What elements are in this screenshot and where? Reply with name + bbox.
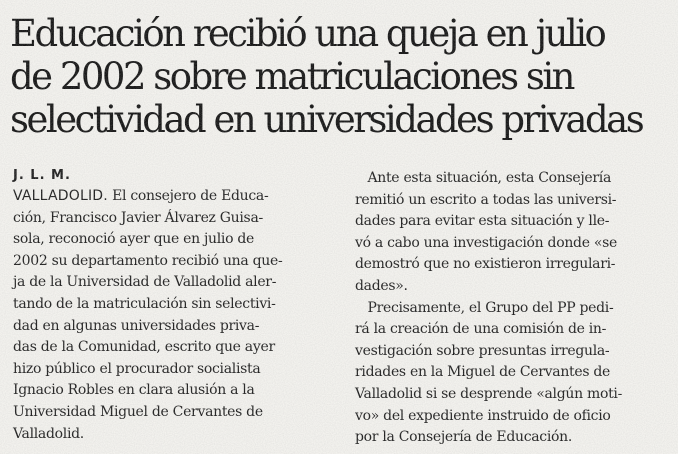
text-line (13, 186, 327, 208)
article-column-left (13, 186, 327, 445)
text-line: Precisamente, el Grupo del PP pedi- (355, 299, 614, 316)
headline (10, 12, 670, 141)
text-line: dad en algunas universidades priva- (13, 317, 260, 334)
text-line: demostró que no existieron irregulari- (355, 256, 616, 273)
text-line: dades». (355, 277, 408, 294)
text-line: vo» del expediente instruido de oficio (355, 407, 611, 424)
text-line: tando de la matriculación sin selectivi- (13, 295, 276, 312)
headline-line-1: Educación recibió una queja en julio (10, 12, 605, 55)
text-line: rá la creación de una comisión de in- (355, 321, 607, 338)
text-line: sola, reconoció ayer que en julio de (13, 231, 255, 248)
text-line: Valladolid si se desprende «algún moti- (355, 385, 623, 402)
text-line: hizo público el procurador socialista (13, 360, 261, 377)
text-line: vó a cabo una investigación donde «se (355, 234, 617, 251)
text-line: ja de la Universidad de Valladolid aler- (13, 274, 277, 291)
text-line: 2002 su departamento recibió una que- (13, 252, 283, 269)
text-line: vestigación sobre presuntas irregula- (355, 342, 610, 359)
byline: J. L. M. (13, 168, 71, 183)
text-line: ción, Francisco Javier Álvarez Guisa- (13, 209, 263, 226)
text-line: Ignacio Robles en clara alusión a la (13, 382, 255, 399)
text-line: das de la Comunidad, escrito que ayer (13, 339, 275, 356)
text-line: por la Consejería de Educación. (355, 429, 573, 446)
text-line-fragment: El consejero de Educa- (107, 188, 269, 204)
dateline-city: VALLADOLID. (13, 188, 108, 204)
text-line: ridades en la Miguel de Cervantes de (355, 364, 611, 381)
text-line: remitió un escrito a todas las universi- (355, 191, 617, 208)
headline-line-2: de 2002 sobre matriculaciones sin (10, 55, 573, 98)
headline-line-3: selectividad en universidades privadas (10, 98, 643, 141)
text-line: Valladolid. (13, 425, 84, 442)
text-line: dades para evitar esta situación y lle- (355, 213, 610, 230)
article-column-right (355, 168, 667, 449)
text-line: Universidad Miguel de Cervantes de (13, 403, 263, 420)
text-line: Ante esta situación, esta Consejería (355, 170, 612, 186)
